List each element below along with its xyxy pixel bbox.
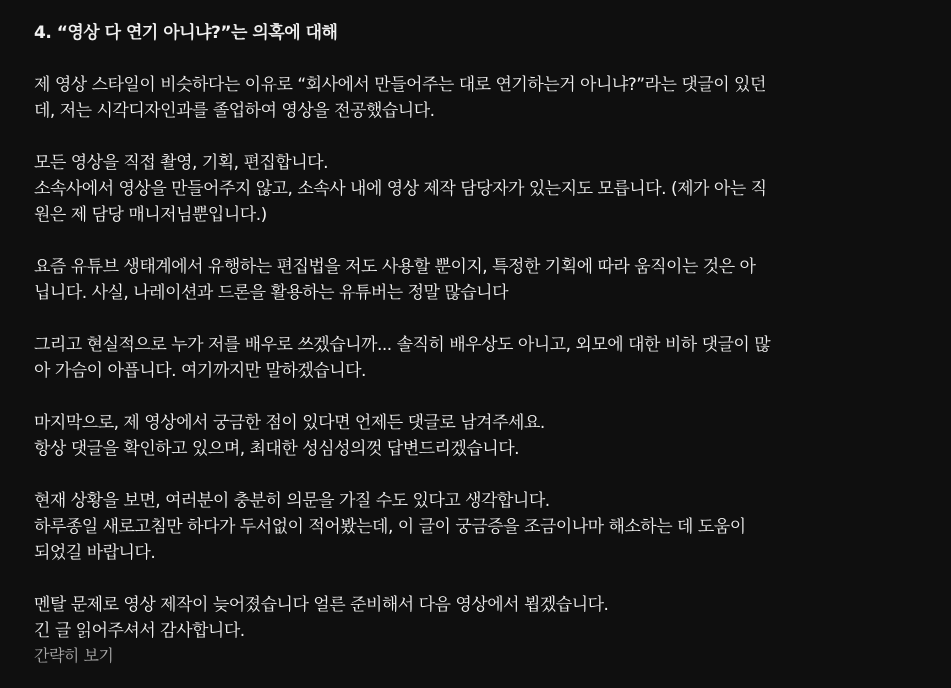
comment-line: 긴 글 읽어주셔서 감사합니다. <box>34 621 245 641</box>
paragraph-spacer <box>34 228 914 254</box>
comment-line: 그리고 현실적으로 누가 저를 배우로 쓰겠습니까... 솔직히 배우상도 아니고, 외모에 대한 비하 댓글이 많 <box>34 335 771 355</box>
paragraph-spacer <box>34 462 914 488</box>
comment-line: 데, 저는 시각디자인과를 졸업하여 영상을 전공했습니다. <box>34 101 435 121</box>
comment-heading: 4. “영상 다 연기 아니냐?”는 의혹에 대해 <box>34 23 338 43</box>
comment-line: 되었길 바랍니다. <box>34 543 156 563</box>
comment-line: 하루종일 새로고침만 하다가 두서없이 적어봤는데, 이 글이 궁금증을 조금이나마 해소하는 데 도움이 <box>34 517 746 537</box>
comment-body <box>34 20 914 667</box>
paragraph-spacer <box>34 124 914 150</box>
comment-line: 마지막으로, 제 영상에서 궁금한 점이 있다면 언제든 댓글로 남겨주세요. <box>34 413 545 433</box>
comment-line: 현재 상황을 보면, 여러분이 충분히 의문을 가질 수도 있다고 생각합니다. <box>34 491 550 511</box>
comment-line: 모든 영상을 직접 촬영, 기획, 편집합니다. <box>34 153 328 173</box>
paragraph-spacer <box>34 384 914 410</box>
comment-line: 멘탈 문제로 영상 제작이 늦어졌습니다 얼른 준비해서 다음 영상에서 뵙겠습니다. <box>34 595 609 615</box>
comment-line: 항상 댓글을 확인하고 있으며, 최대한 성심성의껏 답변드리겠습니다. <box>34 439 520 459</box>
comment-line: 소속사에서 영상을 만들어주지 않고, 소속사 내에 영상 제작 담당자가 있는지도 모릅니다. (제가 아는 직 <box>34 179 767 199</box>
paragraph-spacer <box>34 306 914 332</box>
comment-line: 제 영상 스타일이 비슷하다는 이유로 “회사에서 만들어주는 대로 연기하는거 아니냐?”라는 댓글이 있던 <box>34 75 766 95</box>
comment-line: 닙니다. 사실, 나레이션과 드론을 활용하는 유튜버는 정말 많습니다 <box>34 283 509 303</box>
paragraph-spacer <box>34 46 914 72</box>
comment-line: 아 가슴이 아픕니다. 여기까지만 말하겠습니다. <box>34 361 366 381</box>
paragraph-spacer <box>34 566 914 592</box>
comment-line: 요즘 유튜브 생태계에서 유행하는 편집법을 저도 사용할 뿐이지, 특정한 기획에 따라 움직이는 것은 아 <box>34 257 756 277</box>
show-less-button[interactable]: 간략히 보기 <box>34 646 114 665</box>
comment-line: 원은 제 담당 매니저님뿐입니다.) <box>34 205 267 225</box>
